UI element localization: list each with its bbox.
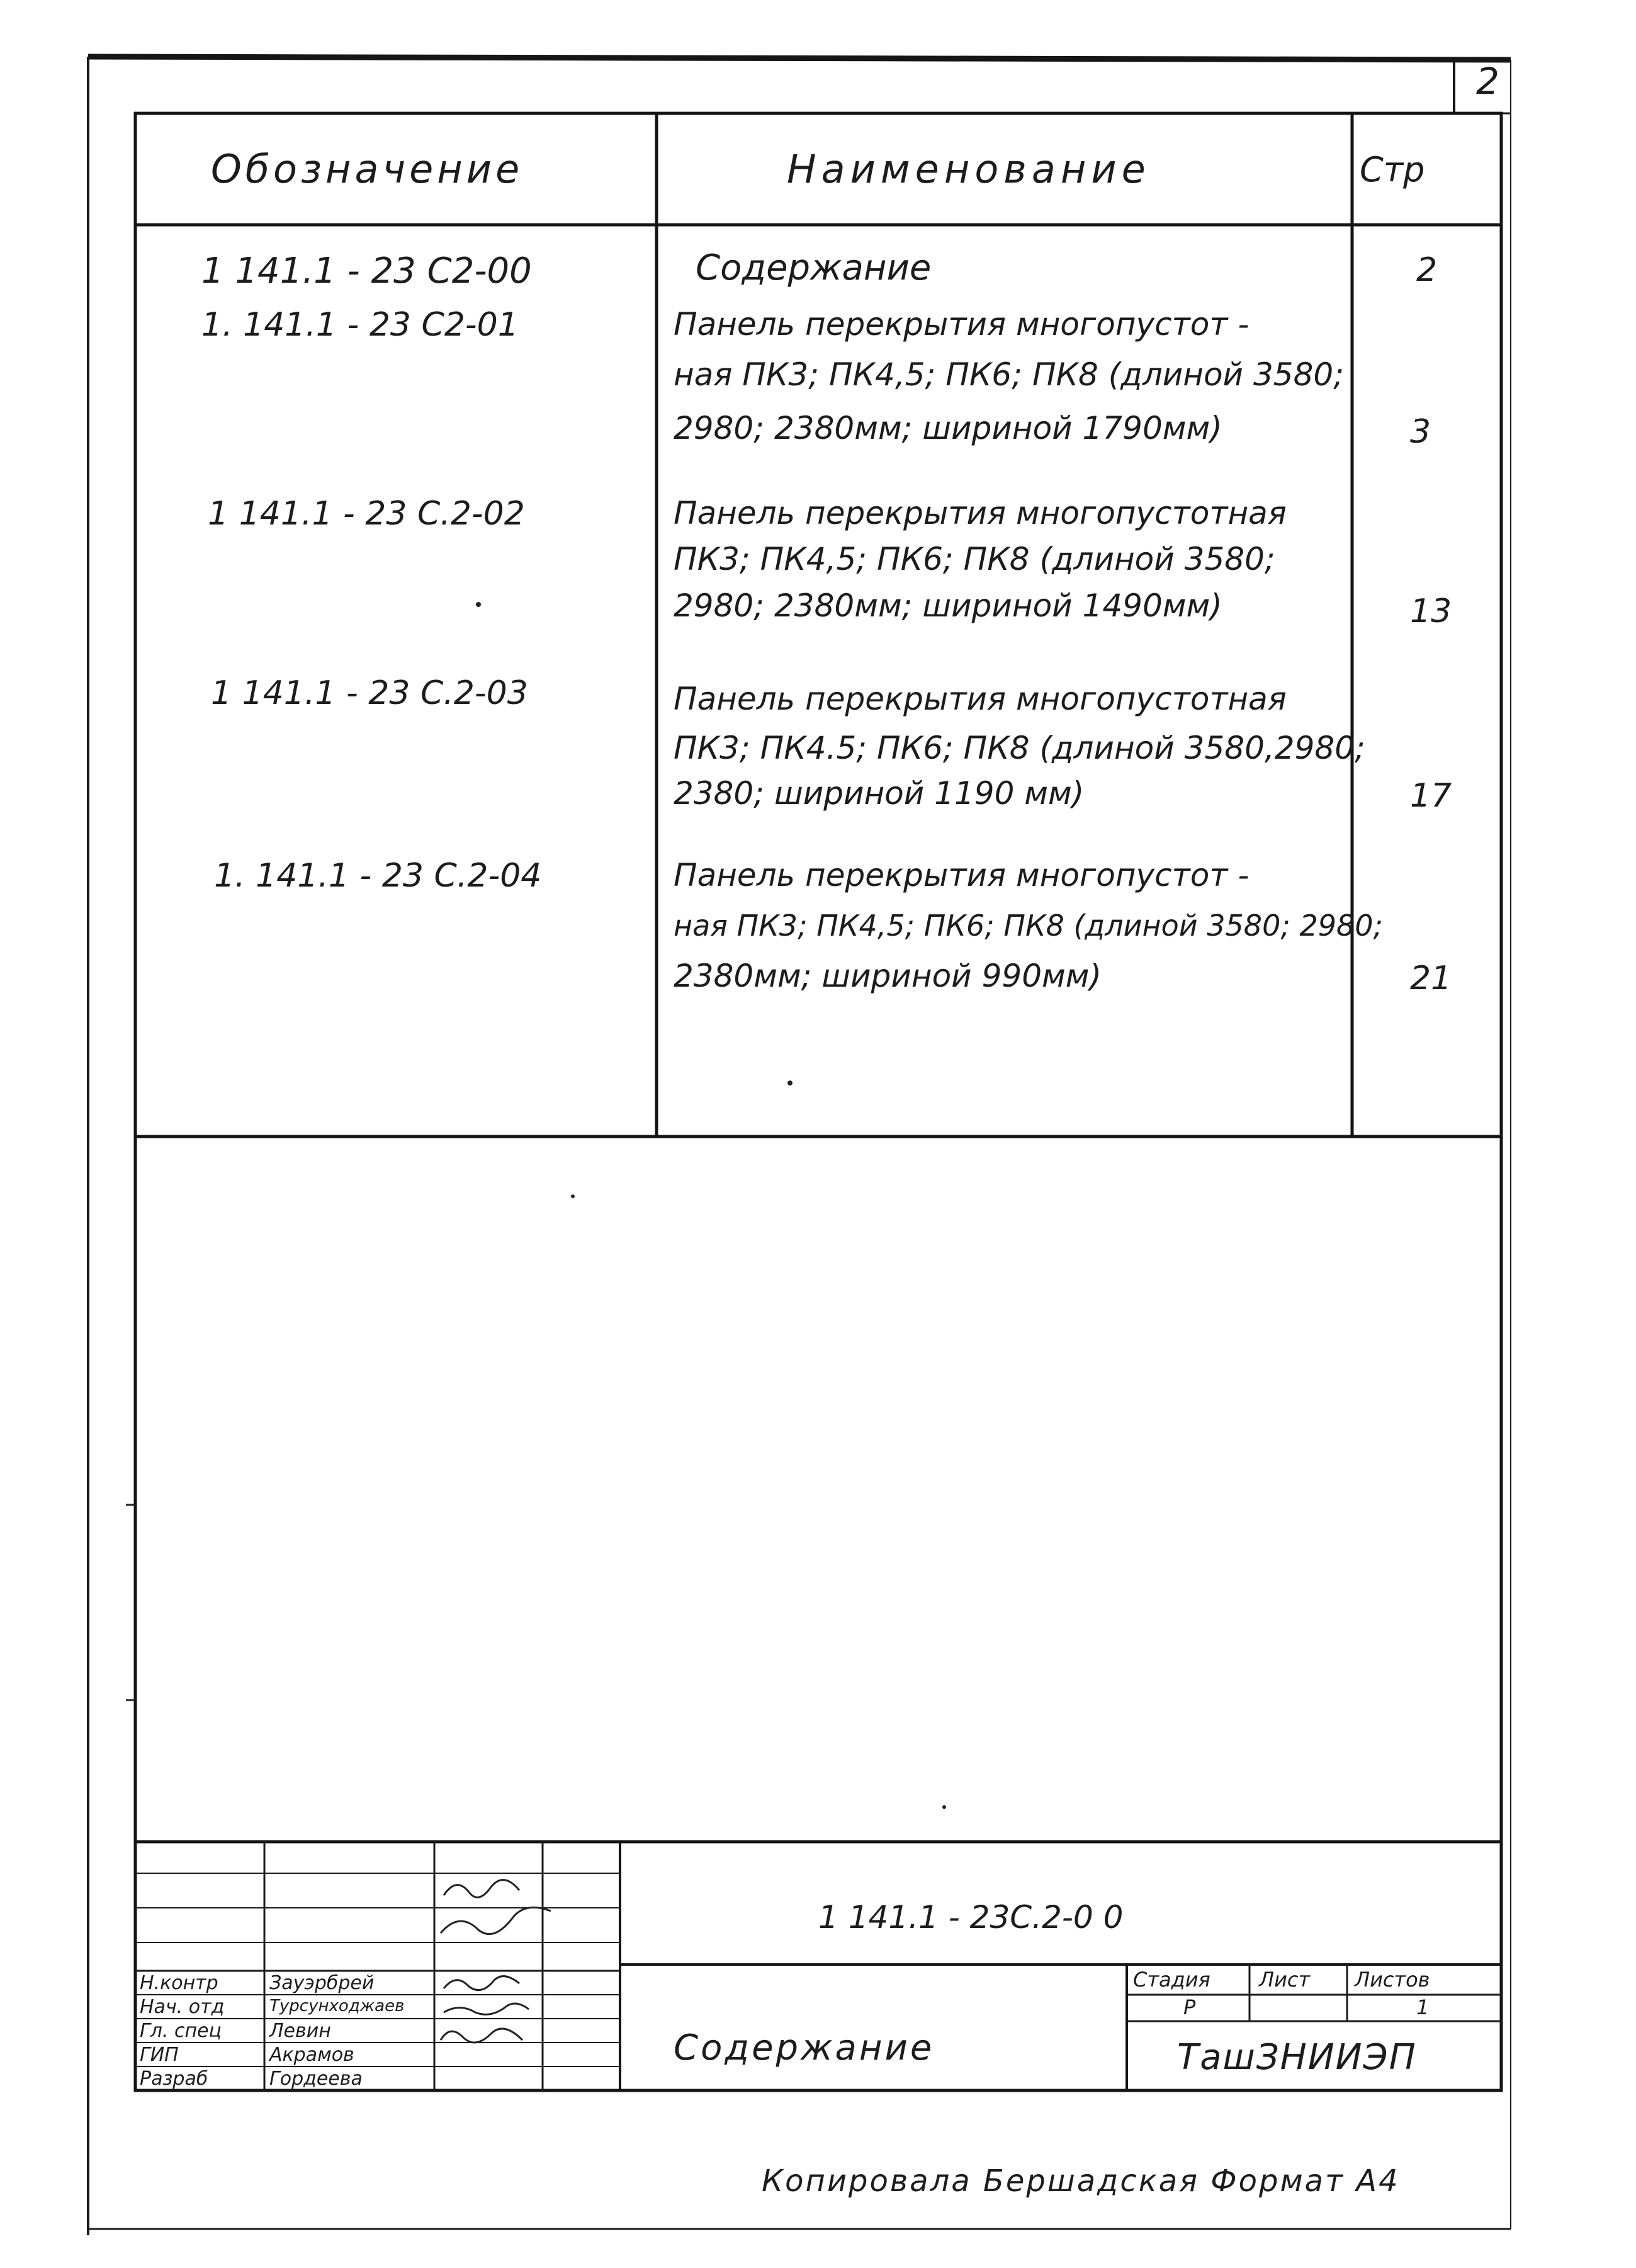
signer-role: ГИП bbox=[140, 2044, 179, 2066]
sheets-header: Листов bbox=[1355, 1968, 1430, 1992]
signer-name: Левин bbox=[269, 2020, 331, 2042]
item-name-line: Панель перекрытия многопустот - bbox=[674, 306, 1250, 343]
item-code: 1. 141.1 - 23 С.2-04 bbox=[214, 857, 542, 895]
signature-5 bbox=[441, 2029, 522, 2043]
item-name-line: 2980; 2380мм; шириной 1490мм) bbox=[674, 587, 1222, 624]
stage-value: Р bbox=[1183, 1995, 1196, 2019]
speck bbox=[787, 1080, 793, 1086]
item-name-line: 2380мм; шириной 990мм) bbox=[674, 958, 1102, 994]
item-name-line: Панель перекрытия многопустотная bbox=[674, 681, 1287, 717]
item-page: 13 bbox=[1410, 593, 1452, 630]
item-name-line: Панель перекрытия многопустотная bbox=[674, 495, 1287, 531]
item-code: 1 141.1 - 23 С.2-03 bbox=[211, 674, 528, 712]
item-page: 17 bbox=[1410, 777, 1452, 815]
column-header-name: Наименование bbox=[787, 146, 1151, 192]
title-block-doc-code: 1 141.1 - 23С.2-0 0 bbox=[818, 1899, 1124, 1936]
signature-2 bbox=[441, 1907, 551, 1934]
item-name-line: 2980; 2380мм; шириной 1790мм) bbox=[674, 410, 1222, 446]
item-name-line: 2380; шириной 1190 мм) bbox=[674, 775, 1085, 812]
speck bbox=[571, 1194, 575, 1198]
signer-role: Н.контр bbox=[140, 1972, 218, 1994]
organization-name: ТашЗНИИЭП bbox=[1177, 2037, 1417, 2078]
signature-4 bbox=[444, 2004, 529, 2014]
item-code: 1 141.1 - 23 С2-00 bbox=[201, 251, 532, 292]
sheets-value: 1 bbox=[1416, 1995, 1430, 2019]
signer-role: Нач. отд bbox=[140, 1996, 225, 2018]
item-name-line: Панель перекрытия многопустот - bbox=[674, 857, 1250, 893]
speck bbox=[476, 602, 481, 607]
signer-name: Гордеева bbox=[269, 2068, 363, 2090]
signer-name: Зауэрбрей bbox=[269, 1972, 375, 1994]
item-page: 2 bbox=[1416, 251, 1438, 289]
sheet-number: 2 bbox=[1476, 60, 1499, 103]
item-page: 3 bbox=[1410, 413, 1431, 451]
signature-1 bbox=[444, 1880, 519, 1898]
item-name-line: ная ПК3; ПК4,5; ПК6; ПК8 (длиной 3580; bbox=[674, 356, 1345, 393]
item-name-line: Содержание bbox=[696, 247, 932, 288]
sheet-header: Лист bbox=[1259, 1968, 1311, 1992]
footer-note: Копировала Бершадская Формат А4 bbox=[762, 2163, 1400, 2199]
item-name-line: ная ПК3; ПК4,5; ПК6; ПК8 (длиной 3580; 2980; bbox=[674, 909, 1384, 943]
frame-top-edge bbox=[88, 57, 1511, 60]
item-code: 1 141.1 - 23 С.2-02 bbox=[208, 495, 525, 533]
signature-3 bbox=[444, 1976, 519, 1990]
speck bbox=[942, 1805, 946, 1809]
column-header-page: Стр bbox=[1360, 150, 1425, 190]
item-name-line: ПК3; ПК4,5; ПК6; ПК8 (длиной 3580; bbox=[674, 541, 1275, 577]
signer-name: Акрамов bbox=[269, 2044, 354, 2066]
signer-role: Разраб bbox=[140, 2068, 208, 2090]
item-name-line: ПК3; ПК4.5; ПК6; ПК8 (длиной 3580,2980; bbox=[674, 730, 1365, 766]
signer-name: Турсунходжаев bbox=[269, 1997, 405, 2016]
item-code: 1. 141.1 - 23 С2-01 bbox=[201, 306, 519, 344]
title-block-doc-title: Содержание bbox=[674, 2027, 935, 2068]
item-page: 21 bbox=[1410, 960, 1452, 997]
column-header-designation: Обозначение bbox=[211, 146, 524, 192]
signer-role: Гл. спец bbox=[140, 2020, 222, 2042]
stage-header: Стадия bbox=[1133, 1968, 1210, 1992]
